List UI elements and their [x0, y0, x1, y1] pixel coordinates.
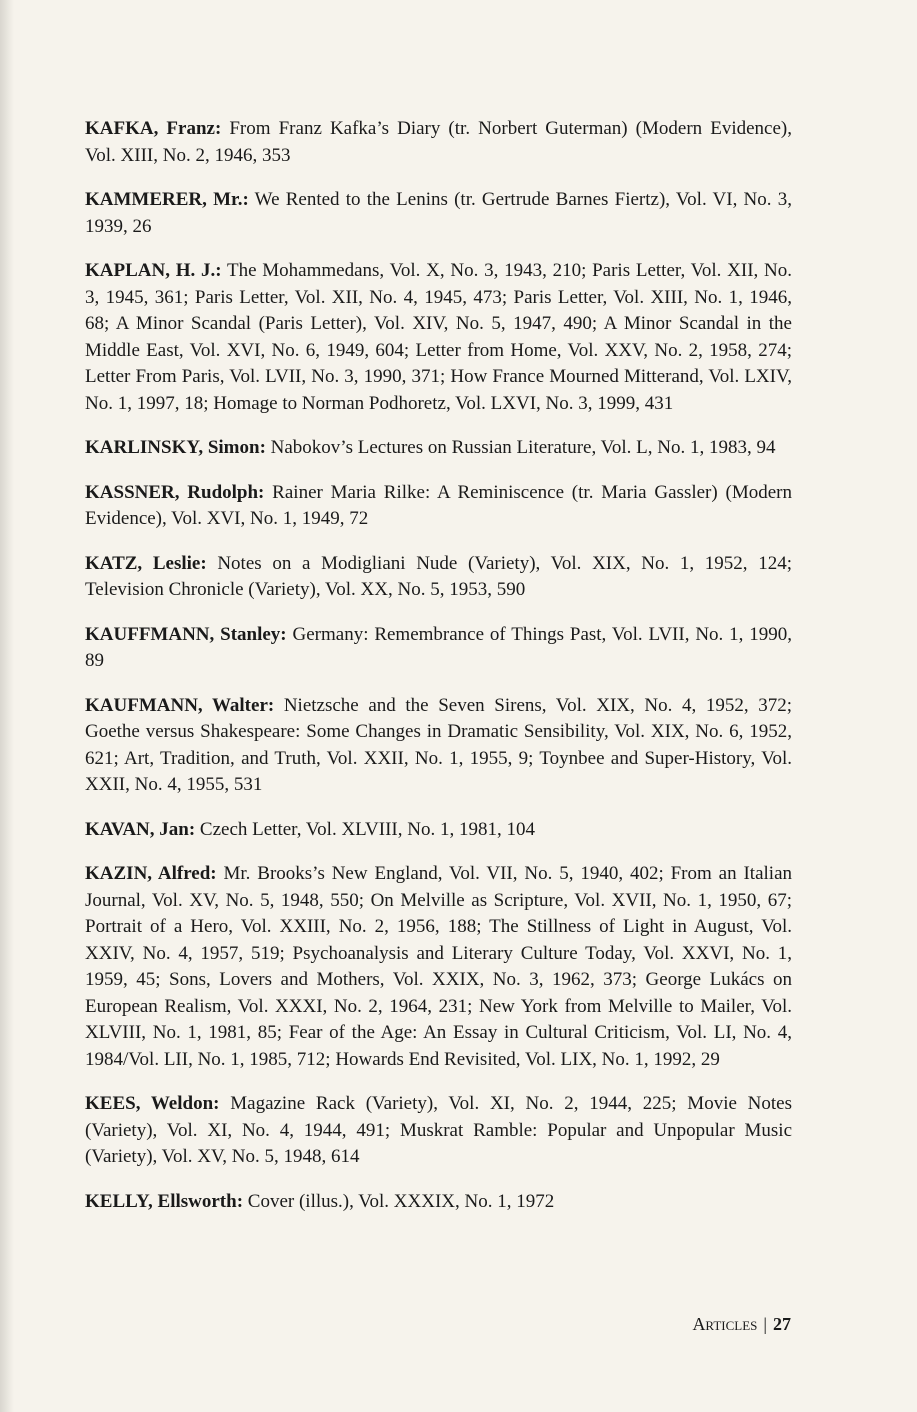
entry-author: KAVAN, Jan: — [85, 818, 196, 840]
entry-text: Notes on a Modigliani Nude (Variety), Vol. XIX, No. 1, 1952, 124; Television Chronicle (Variety), Vol. XX, No. 5, 1953, 590 — [85, 552, 792, 600]
entry-text: Nietzsche and the Seven Sirens, Vol. XIX, No. 4, 1952, 372; Goethe versus Shakespeare: Some Changes in Dramatic Sensibility, Vol. XIX, No. 6, 1952, 621; Art, Tradition, and Truth, Vol. XXII, No. 1, 1955, 9; Toynbee and Super-History, Vol. XXII, No. 4, 1955, 531 — [85, 694, 792, 795]
entry-author: KASSNER, Rudolph: — [85, 481, 265, 503]
index-page — [85, 116, 792, 1233]
entry-author: KELLY, Ellsworth: — [85, 1190, 244, 1212]
page-footer — [692, 1314, 791, 1335]
entry-text: Czech Letter, Vol. XLVIII, No. 1, 1981, 104 — [195, 818, 535, 840]
index-entry — [85, 622, 792, 675]
entry-author: KAFKA, Franz: — [85, 118, 222, 139]
entry-text: Cover (illus.), Vol. XXXIX, No. 1, 1972 — [243, 1190, 555, 1212]
entry-author: KEES, Weldon: — [85, 1093, 220, 1114]
index-entry — [85, 861, 792, 1073]
index-entry — [85, 1091, 792, 1171]
entry-text: Germany: Remembrance of Things Past, Vol. LVII, No. 1, 1990, 89 — [85, 623, 793, 671]
entry-text: From Franz Kafka’s Diary (tr. Norbert Guterman) (Modern Evidence), Vol. XIII, No. 2, 1946, 353 — [85, 118, 792, 166]
index-entry — [85, 1189, 792, 1216]
entry-author: KATZ, Leslie: — [85, 552, 207, 574]
index-entry — [85, 187, 792, 240]
index-entry — [85, 116, 792, 169]
entry-author: KARLINSKY, Simon: — [85, 437, 266, 458]
index-entry — [85, 817, 792, 844]
entry-text: Mr. Brooks’s New England, Vol. VII, No. 5, 1940, 402; From an Italian Journal, Vol. XV, No. 5, 1948, 550; On Melville as Scripture, Vol. XVII, No. 1, 1950, 67; Portrait of a Hero, Vol. XXIII, No. 2, 1956, 188; The Stillness of Light in August, Vol. XXIV, No. 4, 1957, 519; Psychoanalysis and Literary Culture Today, Vol. XXVI, No. 1, 1959, 45; Sons, Lovers and Mothers, Vol. XXIX, No. 3, 1962, 373; George Lukács on European Realism, Vol. XXXI, No. 2, 1964, 231; New York from Melville to Mailer, Vol. XLVIII, No. 1, 1981, 85; Fear of the Age: An Essay in Cultural Criticism, Vol. LI, No. 4, 1984/Vol. LII, No. 1, 1985, 712; Howards End Revisited, Vol. LIX, No. 1, 1992, 29 — [85, 863, 792, 1070]
index-entry — [85, 693, 792, 799]
entry-author: KAUFMANN, Walter: — [85, 694, 275, 716]
entry-author: KAZIN, Alfred: — [85, 863, 217, 884]
index-entry — [85, 258, 792, 417]
index-entry — [85, 480, 792, 533]
entry-text: The Mohammedans, Vol. X, No. 3, 1943, 210; Paris Letter, Vol. XII, No. 3, 1945, 361; Paris Letter, Vol. XII, No. 4, 1945, 473; Paris Letter, Vol. XIII, No. 1, 1946, 68; A Minor Scandal (Paris Letter), Vol. XIV, No. 5, 1947, 490; A Minor Scandal in the Middle East, Vol. XVI, No. 6, 1949, 604; Letter from Home, Vol. XXV, No. 2, 1958, 274; Letter From Paris, Vol. LVII, No. 3, 1990, 371; How France Mourned Mitterand, Vol. LXIV, No. 1, 1997, 18; Homage to Norman Podhoretz, Vol. LXVI, No. 3, 1999, 431 — [85, 260, 792, 414]
entry-author: KAUFFMANN, Stanley: — [85, 623, 287, 645]
footer-separator: | — [763, 1314, 767, 1334]
book-spine-shadow — [0, 0, 14, 1412]
page-number: 27 — [773, 1314, 791, 1334]
entry-text: Nabokov’s Lectures on Russian Literature, Vol. L, No. 1, 1983, 94 — [265, 437, 776, 458]
entry-author: KAMMERER, Mr.: — [85, 189, 249, 210]
entry-author: KAPLAN, H. J.: — [85, 260, 222, 281]
entry-text: Magazine Rack (Variety), Vol. XI, No. 2, 1944, 225; Movie Notes (Variety), Vol. XI, No. 4, 1944, 491; Muskrat Ramble: Popular and Unpopular Music (Variety), Vol. XV, No. 5, 1948, 614 — [85, 1093, 792, 1167]
entry-text: We Rented to the Lenins (tr. Gertrude Barnes Fiertz), Vol. VI, No. 3, 1939, 26 — [85, 189, 792, 237]
entry-text: Rainer Maria Rilke: A Reminiscence (tr. Maria Gassler) (Modern Evidence), Vol. XVI, No. 1, 1949, 72 — [85, 481, 792, 529]
index-entry — [85, 551, 792, 604]
section-title: Articles — [692, 1314, 758, 1334]
index-entry — [85, 435, 792, 462]
